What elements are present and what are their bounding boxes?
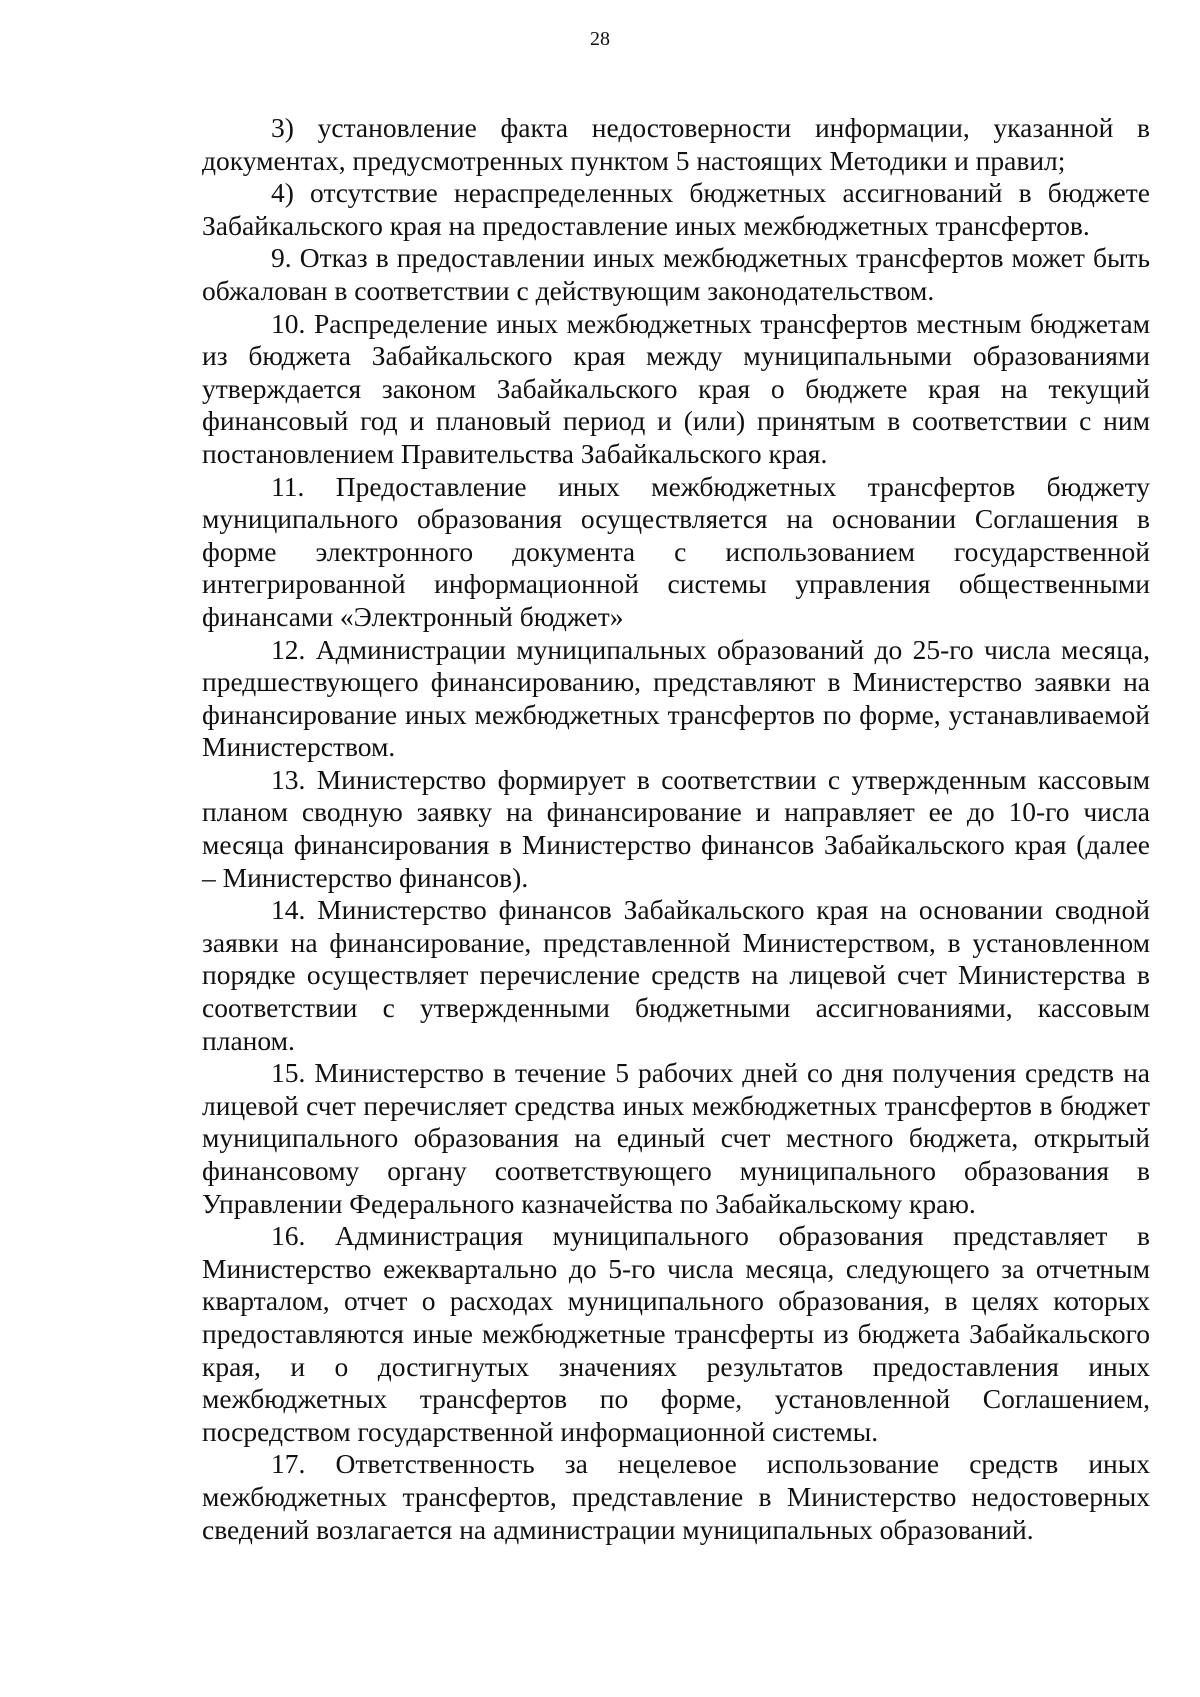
paragraph-12: 12. Администрации муниципальных образований до 25-го числа месяца, предшествующего финансированию, представляют в Министерство заявки на финансирование иных межбюджетных трансфертов по форме, устанавливаемой Министерством.: [202, 633, 1150, 763]
paragraph-9: 9. Отказ в предоставлении иных межбюджетных трансфертов может быть обжалован в соответствии с действующим законодательством.: [202, 242, 1150, 306]
paragraph-14: 14. Министерство финансов Забайкальского края на основании сводной заявки на финансирование, представленной Министерством, в установленном порядке осуществляет перечисление средств на лицевой счет Министерства в соответствии с утвержденными бюджетными ассигнованиями, кассовым планом.: [202, 894, 1150, 1056]
paragraph-10: 10. Распределение иных межбюджетных трансфертов местным бюджетам из бюджета Забайкальского края между муниципальными образованиями утверждается законом Забайкальского края о бюджете края на текущий финансовый год и плановый период и (или) принятым в соответствии с ним постановлением Правительства Забайкальского края.: [202, 307, 1150, 469]
page-number: 28: [590, 28, 610, 50]
paragraph-17: 17. Ответственность за нецелевое использование средств иных межбюджетных трансфертов, представление в Министерство недостоверных сведений возлагается на администрации муниципальных образований.: [202, 1448, 1150, 1545]
paragraph-15: 15. Министерство в течение 5 рабочих дней со дня получения средств на лицевой счет перечисляет средства иных межбюджетных трансфертов в бюджет муниципального образования на единый счет местного бюджета, открытый финансовому органу соответствующего муниципального образования в Управлении Федерального казначейства по Забайкальскому краю.: [202, 1057, 1150, 1219]
paragraph-16: 16. Администрация муниципального образования представляет в Министерство ежеквартально до 5-го числа месяца, следующего за отчетным кварталом, отчет о расходах муниципального образования, в целях которых предоставляются иные межбюджетные трансферты из бюджета Забайкальского края, и о достигнутых значениях результатов предоставления иных межбюджетных трансфертов по форме, установленной Соглашением, посредством государственной информационной системы.: [202, 1220, 1150, 1447]
paragraph-13: 13. Министерство формирует в соответствии с утвержденным кассовым планом сводную заявку на финансирование и направляет ее до 10-го числа месяца финансирования в Министерство финансов Забайкальского края (далее – Министерство финансов).: [202, 763, 1150, 893]
paragraph-item-3: 3) установление факта недостоверности информации, указанной в документах, предусмотренных пунктом 5 настоящих Методики и правил;: [202, 112, 1150, 176]
document-body: [202, 112, 1150, 1546]
paragraph-item-4: 4) отсутствие нераспределенных бюджетных ассигнований в бюджете Забайкальского края на предоставление иных межбюджетных трансфертов.: [202, 177, 1150, 241]
paragraph-11: 11. Предоставление иных межбюджетных трансфертов бюджету муниципального образования осуществляется на основании Соглашения в форме электронного документа с использованием государственной интегрированной информационной системы управления общественными финансами «Электронный бюджет»: [202, 470, 1150, 632]
